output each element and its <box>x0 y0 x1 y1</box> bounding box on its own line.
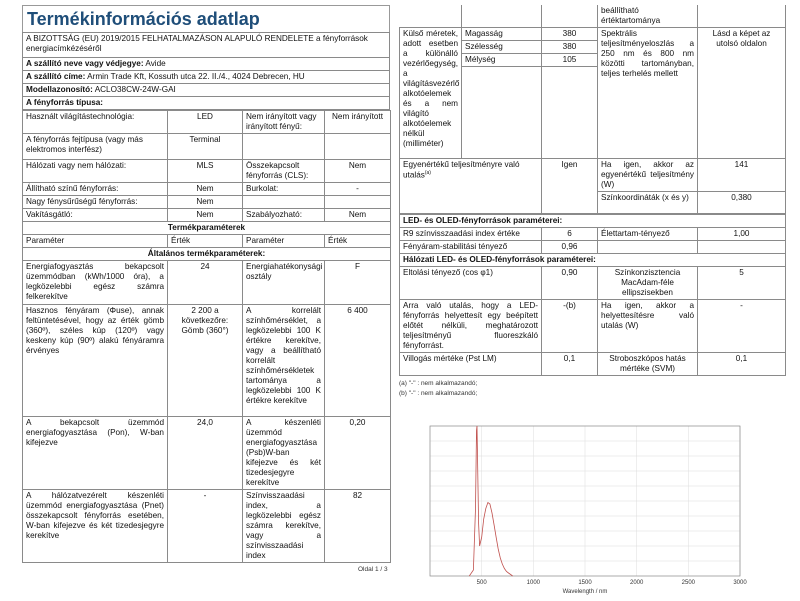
spectrum-chart-svg <box>400 420 748 598</box>
general-value: F <box>325 261 391 305</box>
general-value: 24,0 <box>168 417 243 490</box>
type-label <box>243 196 325 209</box>
supplier-address-row <box>23 71 390 84</box>
led-value <box>698 241 786 254</box>
table-row <box>400 353 786 376</box>
table-row <box>23 183 391 196</box>
supplier-trademark-row <box>23 58 390 71</box>
x-tick-label: 2500 <box>681 580 696 586</box>
type-value <box>325 134 391 160</box>
mains-params-header: Hálózati LED- és OLED-fényforrások paraméterei: <box>400 254 786 267</box>
x-tick-label: 1500 <box>578 580 592 586</box>
type-value: Nem <box>168 196 243 209</box>
equiv-power-label: Ha igen, akkor az egyenértékű teljesítmény (W) <box>598 159 698 192</box>
mains-label: Színkonzisztencia MacAdam-féle ellipszisekben <box>598 267 698 300</box>
column-header: Érték <box>325 235 391 248</box>
mains-label: Villogás mértéke (Pst LM) <box>400 353 542 376</box>
led-params-header: LED- és OLED-fényforrások paraméterei: <box>400 215 786 228</box>
table-row <box>23 111 391 134</box>
table-row <box>23 160 391 183</box>
type-header: A fényforrás típusa: <box>23 97 390 110</box>
general-label: Színvisszaadási index, a legközelebbi egész számra kerekítve, vagy a színvisszaadási index <box>243 490 325 563</box>
outer-dimensions-label: Külső méretek, adott esetben a különálló vezérlőegység, a világításvezérlő alkotóelemek és a nem világító alkotóelemek nélkül (milliméter) <box>400 28 462 159</box>
type-label: Nem irányított vagy irányított fényű: <box>243 111 325 134</box>
type-label: Használt világítástechnológia: <box>23 111 168 134</box>
general-value: 24 <box>168 261 243 305</box>
table-row <box>400 241 786 254</box>
general-label: A hálózatvezérelt készenléti üzemmód energiafogyasztása (Pnet) összekapcsolt fényforrás esetében, W-ban kifejezve és két tizedesjegyre kerekítve <box>23 490 168 563</box>
type-label <box>243 134 325 160</box>
mains-label: Arra való utalás, hogy a LED-fényforrás helyettesít egy beépített előtét nélküli, meghatározott teljesítményű fluoreszkáló fényforrást. <box>400 300 542 353</box>
spectral-value: Lásd a képet az utolsó oldalon <box>698 28 786 159</box>
supplier-trademark-value: Avide <box>145 59 166 68</box>
general-label: A készenléti üzemmód energiafogyasztása (Psb)W-ban kifejezve és két tizedesjegyre kerekítve <box>243 417 325 490</box>
mains-label: Ha igen, akkor a helyettesítésre való utalás (W) <box>598 300 698 353</box>
x-tick-label: 1000 <box>526 580 541 586</box>
type-label: A fényforrás fejtípusa (vagy más elektromos interfész) <box>23 134 168 160</box>
general-label: A bekapcsolt üzemmód energiafogyasztása (Pon), W-ban kifejezve <box>23 417 168 490</box>
equiv-footnote-mark: (a) <box>424 170 431 176</box>
supplier-trademark-label: A szállító neve vagy védjegye: <box>26 59 144 68</box>
supplier-address-label: A szállító címe: <box>26 72 86 81</box>
left-column <box>22 5 390 563</box>
led-value: 6 <box>542 228 598 241</box>
table-row <box>23 261 391 305</box>
mains-value: - <box>698 300 786 353</box>
x-tick-label: 2000 <box>629 580 644 586</box>
general-label: A korrelált színhőmérséklet, a legközelebbi 100 K értékre kerekítve, vagy a beállítható korrelált színhőmérsékletek tartománya a legközelebbi 100 K értékre kerekítve <box>243 305 325 417</box>
dimensions-table <box>399 5 786 214</box>
page-title: Termékinformációs adatlap <box>22 5 390 32</box>
table-row <box>400 300 786 353</box>
mains-label: Stroboszkópos hatás mértéke (SVM) <box>598 353 698 376</box>
footnote-b: (b) "-" : nem alkalmazandó; <box>399 389 478 397</box>
general-value: 82 <box>325 490 391 563</box>
general-params-header: Általános termékparaméterek: <box>23 248 391 261</box>
model-row <box>23 84 390 97</box>
dim-label: Mélység <box>462 54 542 67</box>
led-value: 1,00 <box>698 228 786 241</box>
led-label: R9 színvisszaadási index értéke <box>400 228 542 241</box>
type-label: Szabályozható: <box>243 209 325 222</box>
chroma-label: Színkoordináták (x és y) <box>598 192 698 214</box>
page-indicator: Oldal 1 / 3 <box>358 566 388 573</box>
table-row <box>23 209 391 222</box>
continuation-text: beállítható értéktartománya <box>598 5 698 28</box>
general-label: Hasznos fényáram (Φuse), annak feltüntetésével, hogy az érték gömb (360º), széles kúp (120º) vagy keskeny kúp (90º) alakú fényáramra érvényes <box>23 305 168 417</box>
x-tick-label: 3000 <box>733 580 747 586</box>
dim-label: Magasság <box>462 28 542 41</box>
table-row <box>23 417 391 490</box>
supplier-address-value: Armin Trade Kft, Kossuth utca 22. II./4., 4024 Debrecen, HU <box>87 72 305 81</box>
general-label: Energiahatékonysági osztály <box>243 261 325 305</box>
dim-value: 105 <box>542 54 598 67</box>
type-value: LED <box>168 111 243 134</box>
led-table <box>399 214 786 376</box>
model-label: Modellazonosító: <box>26 85 93 94</box>
type-label: Állítható színű fényforrás: <box>23 183 168 196</box>
column-header: Paraméter <box>23 235 168 248</box>
equiv-label: Egyenértékű teljesítményre való utalás <box>403 160 520 180</box>
footnote-a: (a) "-" : nem alkalmazandó; <box>399 380 478 387</box>
table-row <box>23 490 391 563</box>
type-label: Nagy fénysűrűségű fényforrás: <box>23 196 168 209</box>
table-row <box>23 196 391 209</box>
general-label: Energiafogyasztás bekapcsolt üzemmódban (kWh/1000 óra), a legközelebbi egész számra felkerekítve <box>23 261 168 305</box>
type-value <box>325 196 391 209</box>
mains-label: Eltolási tényező (cos φ1) <box>400 267 542 300</box>
column-headers <box>23 235 391 248</box>
led-label: Fényáram-stabilitási tényező <box>400 241 542 254</box>
spectral-label: Spektrális teljesítményeloszlás a 250 nm és 800 nm közötti tartományban, teljes terhelés mellett <box>598 28 698 159</box>
type-label: Vakításgátló: <box>23 209 168 222</box>
type-label: Összekapcsolt fényforrás (CLS): <box>243 160 325 183</box>
led-label: Élettartam-tényező <box>598 228 698 241</box>
column-header: Érték <box>168 235 243 248</box>
type-value: Nem <box>168 183 243 196</box>
type-value: MLS <box>168 160 243 183</box>
spectrum-chart <box>400 420 748 598</box>
general-value: 0,20 <box>325 417 391 490</box>
mains-value: 0,1 <box>698 353 786 376</box>
right-column <box>399 5 785 398</box>
equiv-power-value: 141 <box>698 159 786 192</box>
type-value: Nem irányított <box>325 111 391 134</box>
type-label: Hálózati vagy nem hálózati: <box>23 160 168 183</box>
regulation-text: A BIZOTTSÁG (EU) 2019/2015 FELHATALMAZÁSON ALAPULÓ RENDELETE a fényforrások energiacímkézéséről <box>23 33 390 58</box>
general-value: 6 400 <box>325 305 391 417</box>
mains-value: 0,90 <box>542 267 598 300</box>
header-table <box>22 32 390 110</box>
type-value: Terminal <box>168 134 243 160</box>
mains-value: 0,1 <box>542 353 598 376</box>
x-tick-label: 500 <box>476 580 487 586</box>
led-label <box>598 241 698 254</box>
equiv-label-cell <box>400 159 542 214</box>
x-axis-label: Wavelength / nm <box>562 589 608 595</box>
product-params-header: Termékparaméterek <box>23 222 391 235</box>
dim-label: Szélesség <box>462 41 542 54</box>
table-row <box>400 228 786 241</box>
led-value: 0,96 <box>542 241 598 254</box>
type-table <box>22 110 391 563</box>
table-row <box>23 305 391 417</box>
table-row <box>400 267 786 300</box>
column-header: Paraméter <box>243 235 325 248</box>
type-value: - <box>325 183 391 196</box>
mains-value: -(b) <box>542 300 598 353</box>
type-value: Nem <box>168 209 243 222</box>
dim-value: 380 <box>542 41 598 54</box>
chroma-value: 0,380 <box>698 192 786 214</box>
equiv-value: Igen <box>542 159 598 214</box>
general-value: 2 200 a következőre: Gömb (360°) <box>168 305 243 417</box>
general-value: - <box>168 490 243 563</box>
type-label: Burkolat: <box>243 183 325 196</box>
mains-value: 5 <box>698 267 786 300</box>
type-value: Nem <box>325 209 391 222</box>
dim-value: 380 <box>542 28 598 41</box>
table-row <box>23 134 391 160</box>
type-value: Nem <box>325 160 391 183</box>
chart-background <box>400 420 748 598</box>
model-value: ACLO38CW-24W-GAI <box>94 85 176 94</box>
